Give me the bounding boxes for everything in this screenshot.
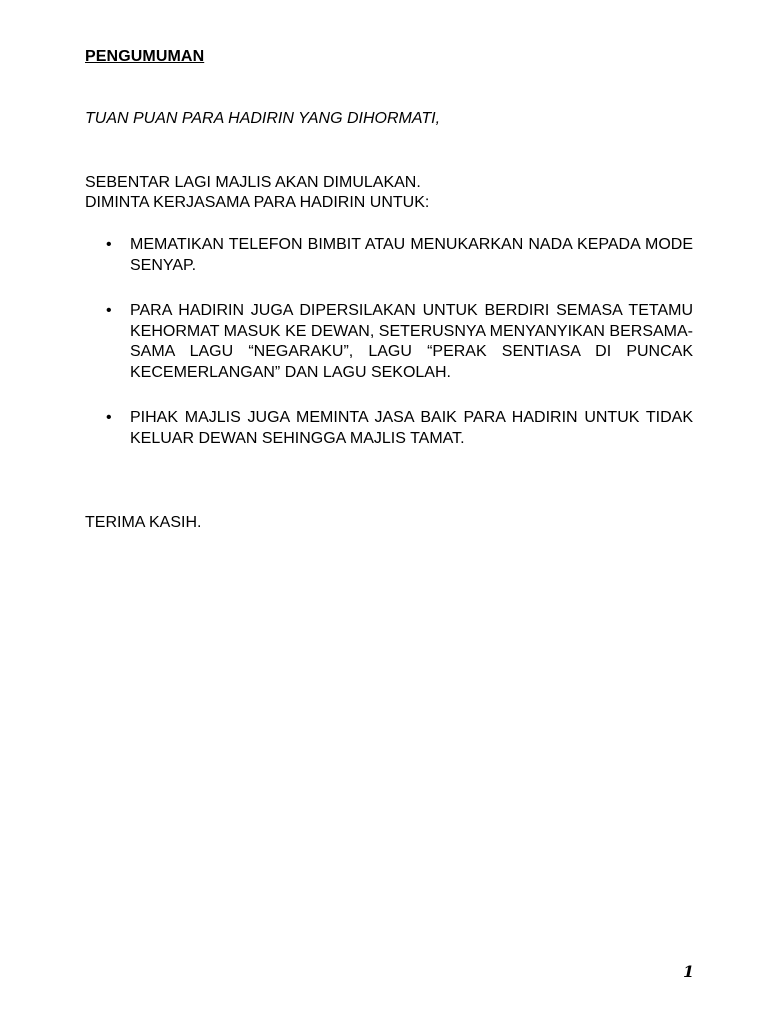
list-item-text: PIHAK MAJLIS JUGA MEMINTA JASA BAIK PARA HADIRIN UNTUK TIDAK KELUAR DEWAN SEHINGGA MAJLIS TAMAT. [130, 409, 693, 447]
intro-line: SEBENTAR LAGI MAJLIS AKAN DIMULAKAN. [85, 174, 421, 191]
page-number: 1 [683, 962, 695, 981]
announcement-heading: PENGUMUMAN [85, 48, 205, 65]
bullet-icon: • [106, 302, 112, 319]
request-list [85, 235, 693, 473]
list-item [85, 235, 693, 276]
closing-line: TERIMA KASIH. [85, 514, 202, 531]
intro-paragraph [85, 173, 429, 213]
bullet-icon: • [106, 409, 112, 426]
list-item-text: MEMATIKAN TELEFON BIMBIT ATAU MENUKARKAN NADA KEPADA MODE SENYAP. [130, 236, 693, 274]
intro-line: DIMINTA KERJASAMA PARA HADIRIN UNTUK: [85, 194, 430, 211]
salutation-line: TUAN PUAN PARA HADIRIN YANG DIHORMATI, [85, 110, 441, 127]
list-item-text: PARA HADIRIN JUGA DIPERSILAKAN UNTUK BERDIRI SEMASA TETAMU KEHORMAT MASUK KE DEWAN, SETERUSNYA MENYANYIKAN BERSAMA-SAMA LAGU “NEGARAKU”, LAGU “PERAK SENTIASA DI PUNCAK KECEMERLANGAN” DAN LAGU SEKOLAH. [130, 302, 693, 381]
list-item [85, 408, 693, 449]
bullet-icon: • [106, 236, 112, 253]
list-item [85, 301, 693, 383]
